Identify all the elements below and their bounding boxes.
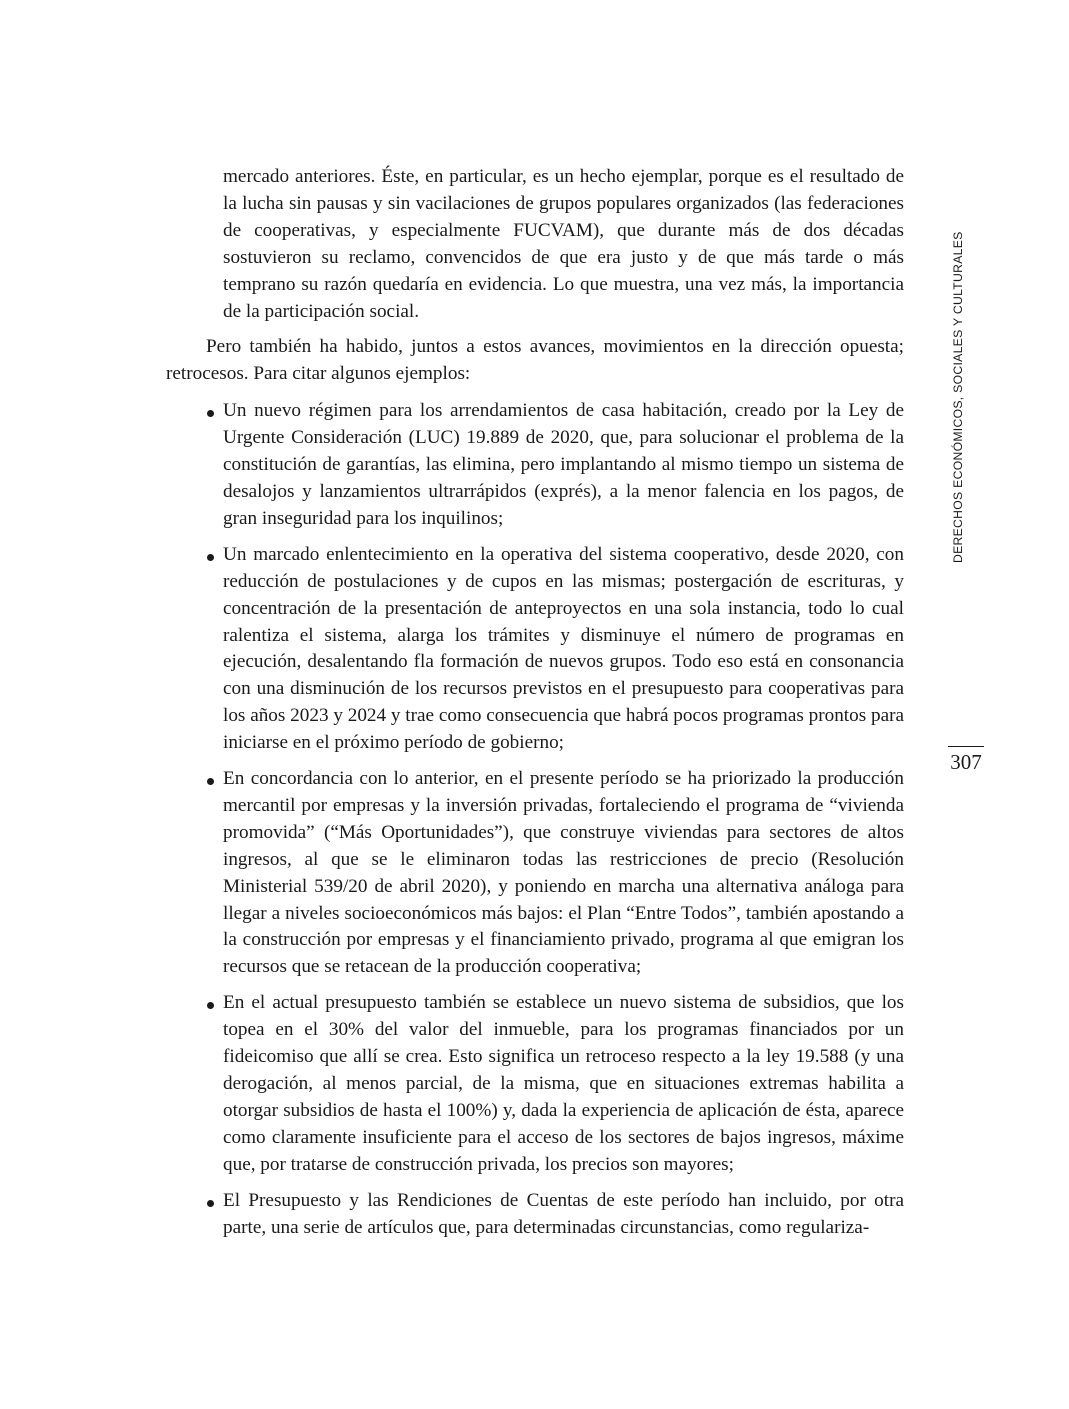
bullet-icon <box>207 1200 214 1207</box>
bullet-icon <box>207 778 214 785</box>
page-number-rule <box>948 746 984 747</box>
list-item-text: Un marcado enlentecimiento en la operativa del sistema cooperativo, desde 2020, con reducción de postulaciones y de cupos en las mismas; postergación de escrituras, y concentración de la presentación de anteproyectos en una sola instancia, todo lo cual ralentiza el sistema, alarga los trámites y disminuye el número de programas en ejecución, desalentando fla formación de nuevos grupos. Todo eso está en consonancia con una disminución de los recursos previstos en el presupuesto para cooperativas para los años 2023 y 2024 y trae como consecuencia que habrá pocos programas prontos para iniciarse en el próximo período de gobierno; <box>223 543 904 754</box>
list-item-text: El Presupuesto y las Rendiciones de Cuentas de este período han incluido, por otra parte, una serie de artículos que, para determinadas circunstancias, como regulariza- <box>223 1189 904 1238</box>
bullet-list <box>166 398 904 1241</box>
intro-paragraph: Pero también ha habido, juntos a estos avances, movimientos en la dirección opuesta; retrocesos. Para citar algunos ejemplos: <box>166 336 904 385</box>
running-head: DERECHOS ECONÓMICOS, SOCIALES Y CULTURALES <box>951 231 965 563</box>
list-item <box>166 1188 904 1242</box>
body-text <box>166 164 904 1250</box>
list-item <box>166 542 904 757</box>
bullet-icon <box>207 1002 214 1009</box>
list-item <box>166 990 904 1178</box>
continuation-paragraph: mercado anteriores. Éste, en particular, es un hecho ejemplar, porque es el resultado de la lucha sin pausas y sin vacilaciones de grupos populares organizados (las federaciones de cooperativas, y especialmente FUCVAM), que durante más de dos décadas sostuvieron su reclamo, convencidos de que era justo y de que más tarde o más temprano su razón quedaría en evidencia. Lo que muestra, una vez más, la importancia de la participación social. <box>223 166 904 322</box>
list-item-text: En concordancia con lo anterior, en el presente período se ha priorizado la producción mercantil por empresas y la inversión privadas, fortaleciendo el programa de “vivienda promovida” (“Más Oportunidades”), que construye viviendas para sectores de altos ingresos, al que se le eliminaron todas las restricciones de precio (Resolución Ministerial 539/20 de abril 2020), y poniendo en marcha una alternativa análoga para llegar a niveles socioeconómicos más bajos: el Plan “Entre Todos”, también apostando a la construcción por empresas y el financiamiento privado, programa al que emigran los recursos que se retacean de la producción cooperativa; <box>223 768 904 978</box>
list-item <box>166 766 904 981</box>
bullet-icon <box>207 410 214 417</box>
page-number: 307 <box>950 750 982 774</box>
bullet-icon <box>207 554 214 561</box>
list-item <box>166 398 904 533</box>
list-item-text: En el actual presupuesto también se establece un nuevo sistema de subsidios, que los topea en el 30% del valor del inmueble, para los programas financiados por un fideicomiso que allí se crea. Esto significa un retroceso respecto a la ley 19.588 (y una derogación, al menos parcial, de la misma, que en situaciones extremas habilita a otorgar subsidios de hasta el 100%) y, dada la experiencia de aplicación de ésta, aparece como claramente insuficiente para el acceso de los sectores de bajos ingresos, máxime que, por tratarse de construcción privada, los precios son mayores; <box>223 992 904 1175</box>
list-item-text: Un nuevo régimen para los arrendamientos de casa habitación, creado por la Ley de Urgente Consideración (LUC) 19.889 de 2020, que, para solucionar el problema de la constitución de garantías, las elimina, pero implantando al mismo tiempo un sistema de desalojos y lanzamientos ultrarrápidos (exprés), a la menor falencia en los pagos, de gran inseguridad para los inquilinos; <box>223 400 904 529</box>
